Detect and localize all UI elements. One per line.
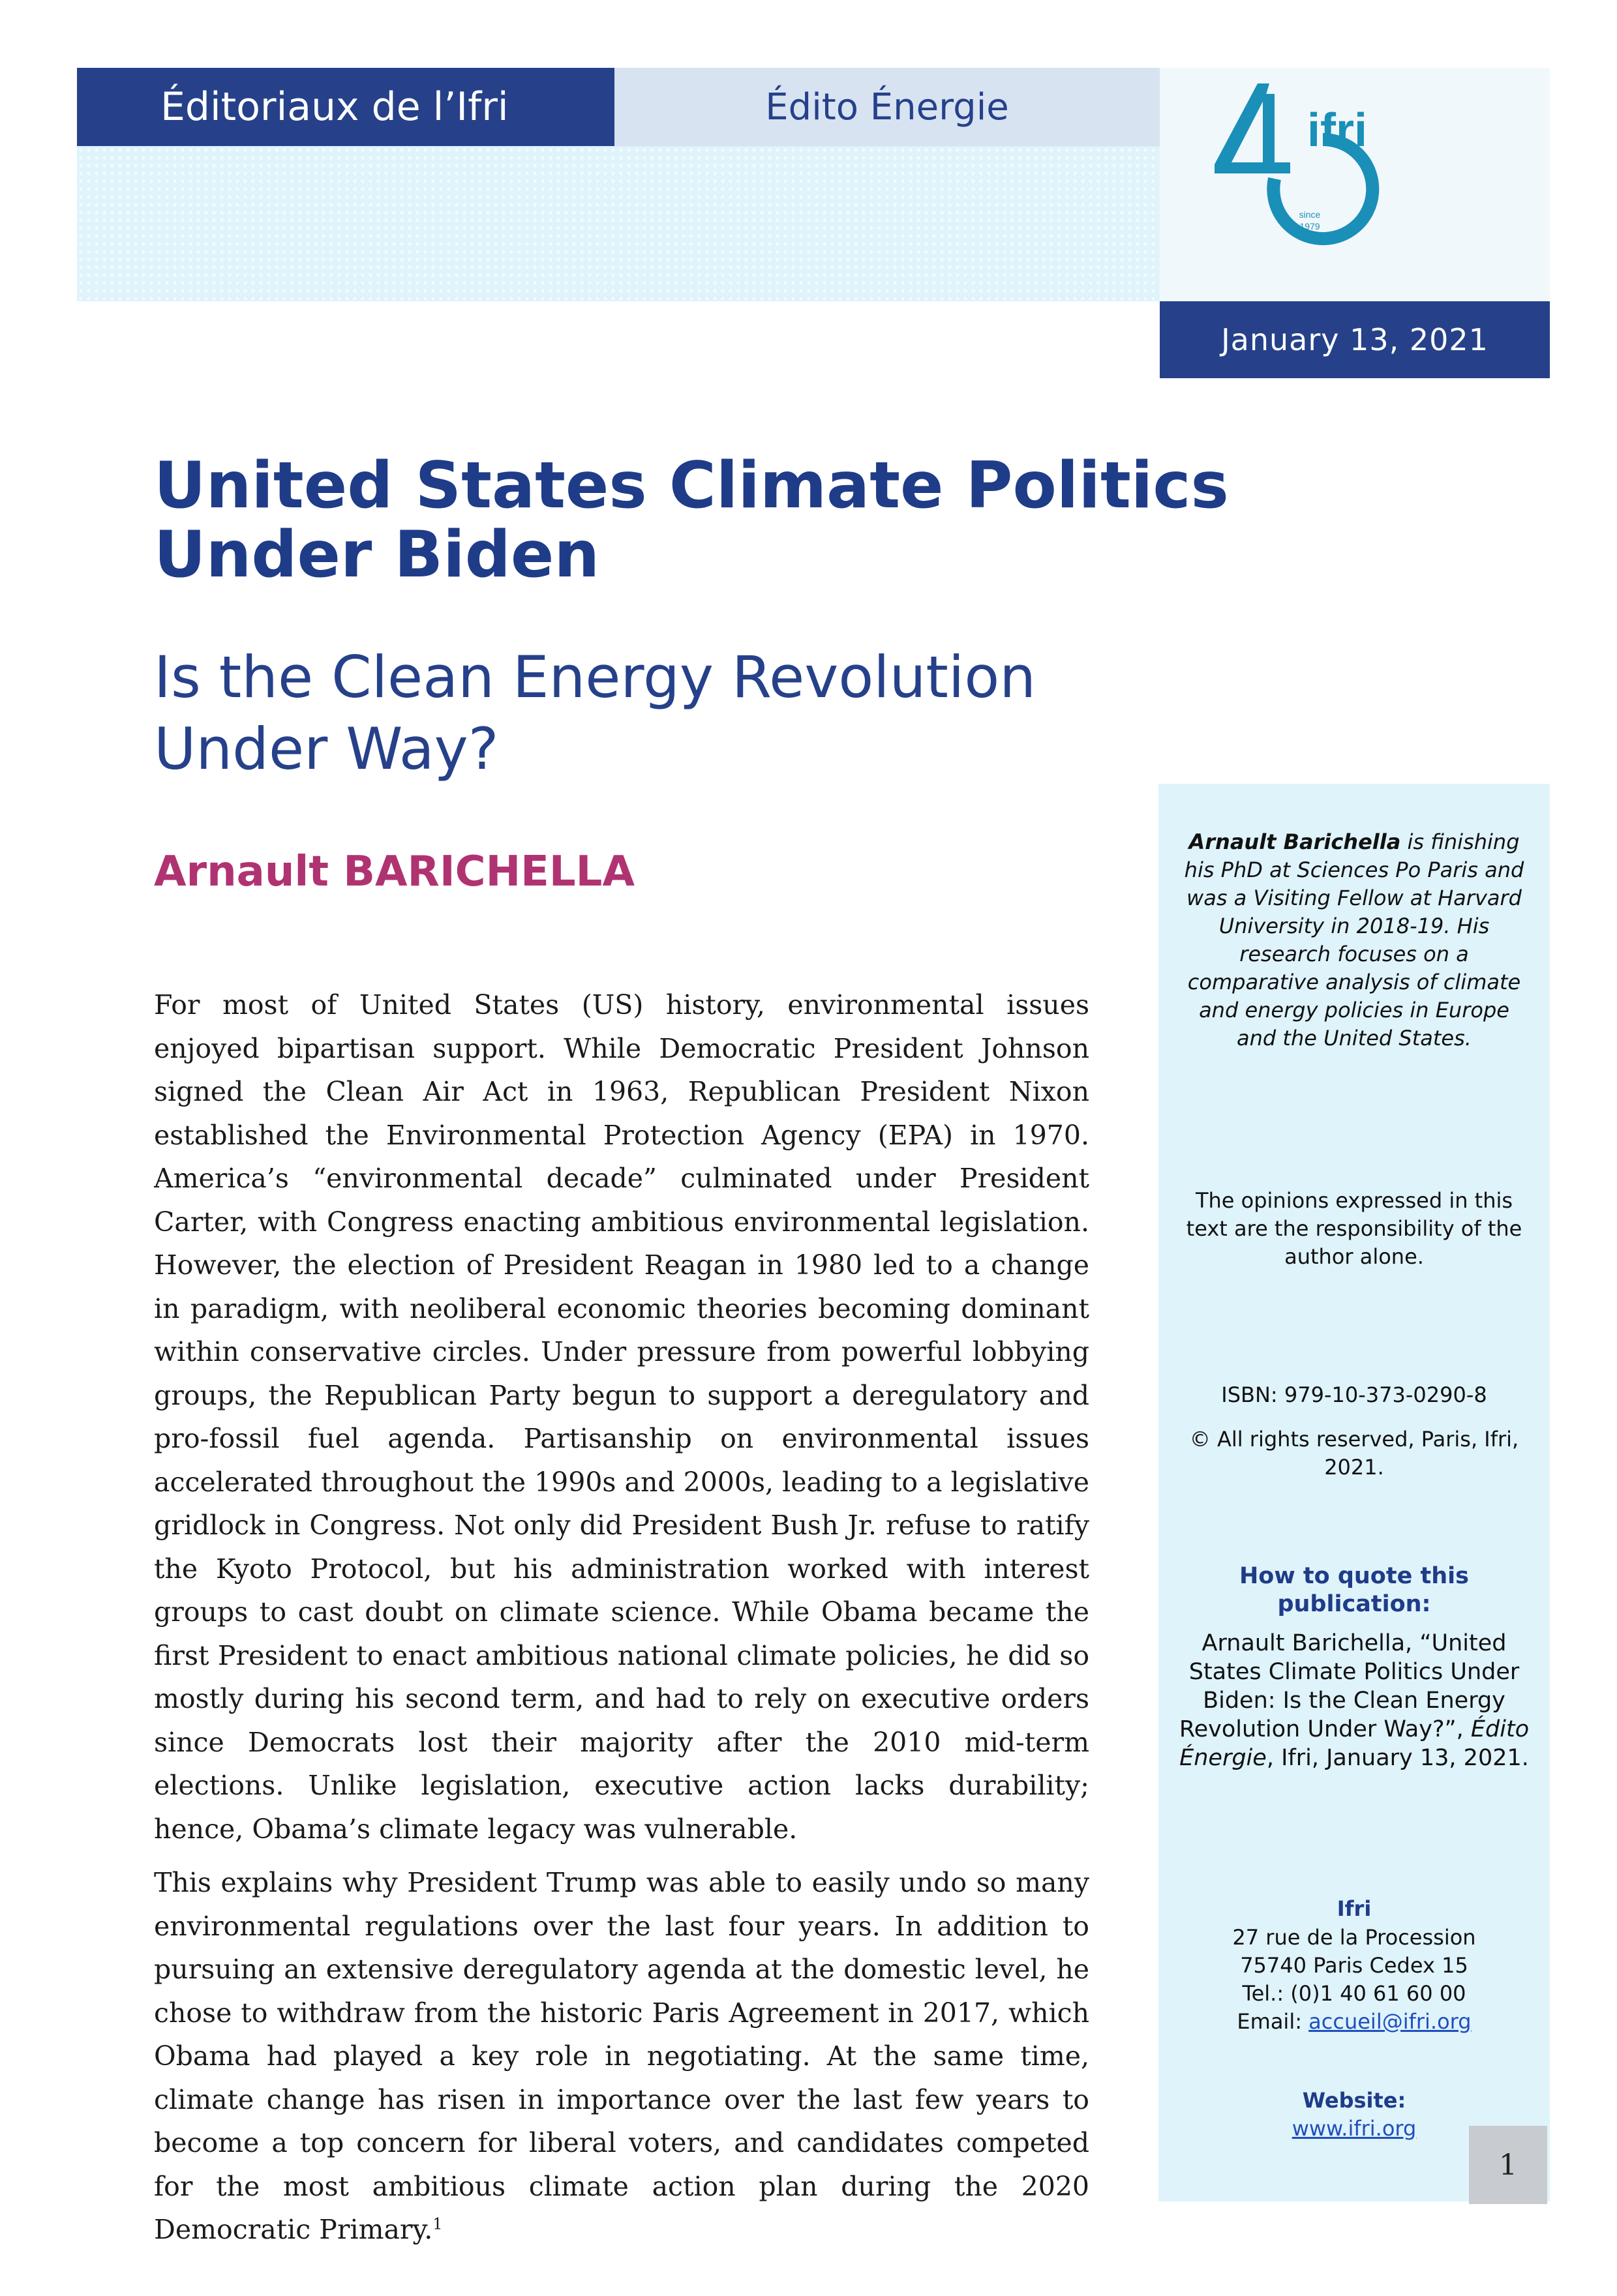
org-address [1178, 1924, 1530, 2036]
isbn: ISBN: 979-10-373-0290-8 [1221, 1382, 1487, 1407]
address-line: 27 rue de la Procession [1232, 1925, 1476, 1950]
logo-since-year: 1979 [1299, 221, 1320, 231]
citation-suffix: , Ifri, January 13, 2021. [1266, 1745, 1529, 1771]
website-link[interactable]: www.ifri.org [1292, 2116, 1417, 2141]
opinion-disclaimer: The opinions expressed in this text are the responsibility of the author alone. [1186, 1188, 1522, 1269]
body-paragraph: For most of United States (US) history, environmental issues enjoyed bipartisan support. While Democratic President Johnson signed the Clean Air Act in 1963, Republican President Nixon established the Environmental Protection Agency (EPA) in 1970. America’s “environmental decade” culminated under President Carter, with Congress enacting ambitious environmental legislation. However, the election of President Reagan in 1980 led to a change in paradigm, with neoliberal economic theories becoming dominant within conservative circles. Under pressure from powerful lobbying groups, the Republican Party begun to support a deregulatory and pro-fossil fuel agenda. Partisanship on environmental issues accelerated throughout the 1990s and 2000s, leading to a legislative gridlock in Congress. Not only did President Bush Jr. refuse to ratify the Kyoto Protocol, but his administration worked with interest groups to cast doubt on climate science. While Obama became the first President to enact ambitious national climate policies, he did so mostly during his second term, and had to rely on executive orders since Democrats lost their majority after the 2010 mid-term elections. Unlike legislation, executive action lacks durability; hence, Obama’s climate legacy was vulnerable. [154, 989, 1089, 1845]
email-link[interactable]: accueil@ifri.org [1308, 2009, 1472, 2034]
series-label: Éditoriaux de l’Ifri [77, 68, 614, 146]
org-name: Ifri [1337, 1896, 1372, 1921]
address-line: 75740 Paris Cedex 15 [1240, 1953, 1468, 1978]
bio-author-name: Arnault Barichella [1188, 829, 1401, 854]
email-label: Email: [1237, 2009, 1309, 2034]
logo-brand-text: ifri [1307, 104, 1368, 157]
page-number: 1 [1469, 2126, 1547, 2204]
bio-text: is finishing his PhD at Sciences Po Paris and was a Visiting Fellow at Harvard University in 2018-19. His research focuses on a comparative analysis of climate and energy policies in Europe and the United States. [1184, 829, 1524, 1051]
article-title: United States Climate Politics Under Biden [154, 449, 1229, 592]
ifri-40-logo [1160, 68, 1550, 301]
author-name: Arnault BARICHELLA [154, 848, 635, 896]
logo-since-word: since [1299, 209, 1321, 220]
email-row [1178, 2008, 1530, 2036]
article-subtitle: Is the Clean Energy Revolution Under Way? [154, 644, 1036, 783]
publication-date: January 13, 2021 [1160, 301, 1550, 378]
phone: Tel.: (0)1 40 61 60 00 [1242, 1981, 1466, 2006]
body-paragraph-text: This explains why President Trump was able to easily undo so many environmental regulations over the last four years. In addition to pursuing an extensive deregulatory agenda at the domestic level, he chose to withdraw from the historic Paris Agreement in 2017, which Obama had played a key role in negotiating. At the same time, climate change has risen in importance over the last few years to become a top concern for liberal voters, and candidates competed for the most ambitious climate action plan during the 2020 Democratic Primary. [154, 1867, 1089, 2245]
logo-four-shape [1215, 83, 1290, 173]
citation-text [1178, 1629, 1530, 1772]
world-map-dots [77, 146, 1160, 301]
copyright: © All rights reserved, Paris, Ifri, 2021. [1189, 1427, 1519, 1480]
footnote-reference[interactable]: 1 [432, 2214, 443, 2233]
citation-prefix: Arnault Barichella, “United States Climate Politics Under Biden: Is the Clean Energy Revolution Under Way?”, [1179, 1630, 1520, 1742]
body-paragraph [154, 1861, 1089, 2252]
logo-panel [1160, 68, 1550, 301]
author-bio [1178, 828, 1530, 1052]
website-label: Website: [1302, 2088, 1406, 2113]
citation-heading: How to quote this publication: [1239, 1563, 1469, 1617]
citation-series: Édito Énergie [1179, 1716, 1530, 1771]
section-label: Édito Énergie [614, 68, 1160, 146]
article-body [154, 983, 1089, 2262]
